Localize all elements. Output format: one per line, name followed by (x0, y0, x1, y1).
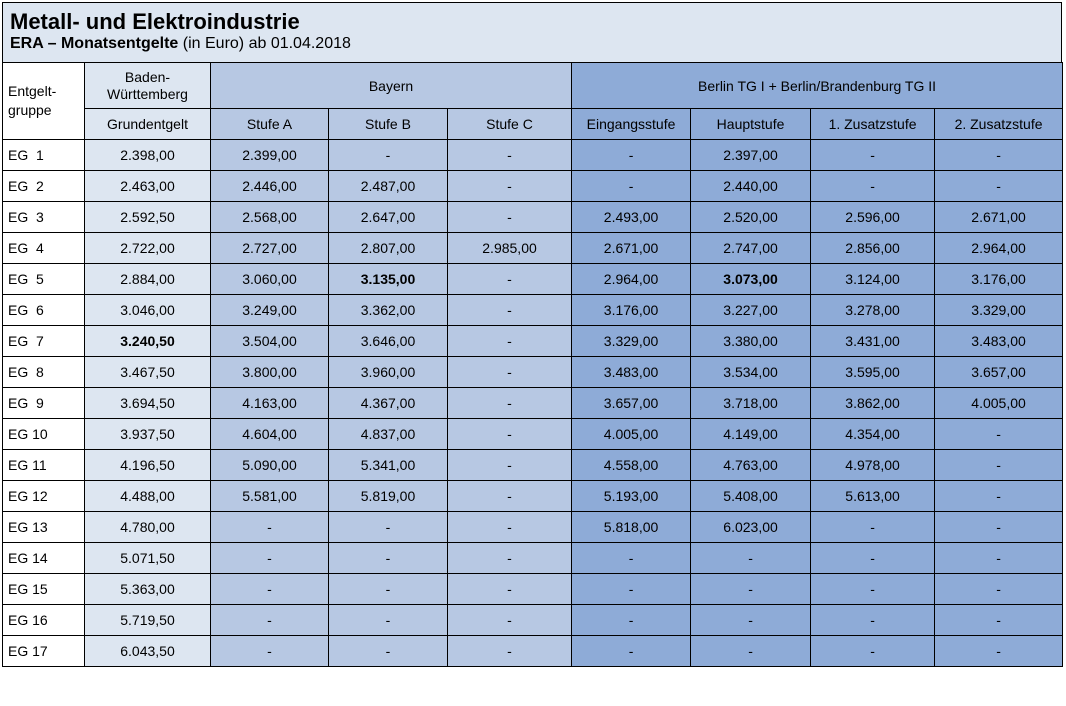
value-cell-eingangsstufe: 5.818,00 (572, 512, 691, 543)
value-cell-eingangsstufe: 3.657,00 (572, 388, 691, 419)
value-cell-eingangsstufe: 2.964,00 (572, 264, 691, 295)
subheader-grundentgelt: Grundentgelt (85, 109, 211, 140)
group-cell: EG 11 (3, 450, 85, 481)
value-cell-zusatzstufe-1: - (811, 171, 935, 202)
value-cell-stufe-a: 4.163,00 (211, 388, 329, 419)
value-cell-grundentgelt: 3.937,50 (85, 419, 211, 450)
value-cell-grundentgelt: 2.884,00 (85, 264, 211, 295)
subheader-2-zusatzstufe: 2. Zusatzstufe (935, 109, 1063, 140)
value-cell-eingangsstufe: 4.005,00 (572, 419, 691, 450)
value-cell-grundentgelt: 5.719,50 (85, 605, 211, 636)
group-cell: EG 8 (3, 357, 85, 388)
value-cell-zusatzstufe-2: - (935, 450, 1063, 481)
value-cell-hauptstufe: 6.023,00 (691, 512, 811, 543)
value-cell-grundentgelt: 3.046,00 (85, 295, 211, 326)
table-row (3, 419, 1063, 450)
value-cell-zusatzstufe-1: - (811, 140, 935, 171)
table-row (3, 574, 1063, 605)
value-cell-zusatzstufe-1: 5.613,00 (811, 481, 935, 512)
group-cell: EG 4 (3, 233, 85, 264)
value-cell-stufe-a: 4.604,00 (211, 419, 329, 450)
value-cell-eingangsstufe: - (572, 636, 691, 667)
value-cell-zusatzstufe-2: 3.483,00 (935, 326, 1063, 357)
value-cell-stufe-a: - (211, 512, 329, 543)
value-cell-stufe-b: - (329, 140, 448, 171)
value-cell-stufe-b: - (329, 636, 448, 667)
value-cell-eingangsstufe: - (572, 140, 691, 171)
value-cell-hauptstufe: 2.440,00 (691, 171, 811, 202)
group-cell: EG 6 (3, 295, 85, 326)
value-cell-hauptstufe: 3.073,00 (691, 264, 811, 295)
group-header-line1: Entgelt- (8, 83, 57, 99)
table-row (3, 295, 1063, 326)
value-cell-grundentgelt: 3.467,50 (85, 357, 211, 388)
region-header-bayern: Bayern (211, 63, 572, 109)
value-cell-grundentgelt: 5.363,00 (85, 574, 211, 605)
value-cell-zusatzstufe-2: 4.005,00 (935, 388, 1063, 419)
value-cell-stufe-b: 4.837,00 (329, 419, 448, 450)
value-cell-eingangsstufe: 3.176,00 (572, 295, 691, 326)
group-cell: EG 16 (3, 605, 85, 636)
value-cell-hauptstufe: - (691, 605, 811, 636)
value-cell-stufe-b: - (329, 605, 448, 636)
value-cell-stufe-c: - (448, 388, 572, 419)
group-cell: EG 3 (3, 202, 85, 233)
value-cell-zusatzstufe-1: 2.856,00 (811, 233, 935, 264)
value-cell-stufe-c: - (448, 202, 572, 233)
value-cell-eingangsstufe: - (572, 171, 691, 202)
subheader-hauptstufe: Hauptstufe (691, 109, 811, 140)
table-row (3, 636, 1063, 667)
value-cell-hauptstufe: 5.408,00 (691, 481, 811, 512)
region-header-berlin: Berlin TG I + Berlin/Brandenburg TG II (572, 63, 1063, 109)
value-cell-hauptstufe: 3.718,00 (691, 388, 811, 419)
table-row (3, 512, 1063, 543)
value-cell-stufe-a: 2.446,00 (211, 171, 329, 202)
value-cell-stufe-c: - (448, 140, 572, 171)
value-cell-eingangsstufe: 4.558,00 (572, 450, 691, 481)
value-cell-eingangsstufe: 3.483,00 (572, 357, 691, 388)
value-cell-zusatzstufe-2: 3.657,00 (935, 357, 1063, 388)
value-cell-stufe-b: 2.647,00 (329, 202, 448, 233)
table-row (3, 326, 1063, 357)
table-row (3, 264, 1063, 295)
value-cell-stufe-c: - (448, 574, 572, 605)
subheader-stufe-c: Stufe C (448, 109, 572, 140)
group-cell: EG 12 (3, 481, 85, 512)
value-cell-hauptstufe: 2.747,00 (691, 233, 811, 264)
value-cell-zusatzstufe-2: - (935, 140, 1063, 171)
value-cell-grundentgelt: 3.240,50 (85, 326, 211, 357)
value-cell-grundentgelt: 3.694,50 (85, 388, 211, 419)
value-cell-eingangsstufe: - (572, 574, 691, 605)
value-cell-grundentgelt: 2.398,00 (85, 140, 211, 171)
value-cell-zusatzstufe-1: - (811, 543, 935, 574)
value-cell-stufe-a: - (211, 574, 329, 605)
value-cell-stufe-b: 2.807,00 (329, 233, 448, 264)
value-cell-zusatzstufe-2: - (935, 636, 1063, 667)
value-cell-zusatzstufe-1: 3.595,00 (811, 357, 935, 388)
value-cell-stufe-c: - (448, 636, 572, 667)
value-cell-hauptstufe: 3.380,00 (691, 326, 811, 357)
value-cell-stufe-c: 2.985,00 (448, 233, 572, 264)
value-cell-grundentgelt: 4.196,50 (85, 450, 211, 481)
subheader-stufe-a: Stufe A (211, 109, 329, 140)
table-row (3, 481, 1063, 512)
group-cell: EG 17 (3, 636, 85, 667)
value-cell-grundentgelt: 5.071,50 (85, 543, 211, 574)
table-row (3, 388, 1063, 419)
value-cell-stufe-a: 5.090,00 (211, 450, 329, 481)
value-cell-stufe-a: 2.399,00 (211, 140, 329, 171)
value-cell-stufe-c: - (448, 264, 572, 295)
document-header (2, 2, 1062, 62)
value-cell-zusatzstufe-2: - (935, 605, 1063, 636)
value-cell-eingangsstufe: - (572, 543, 691, 574)
value-cell-grundentgelt: 4.780,00 (85, 512, 211, 543)
value-cell-stufe-b: 5.819,00 (329, 481, 448, 512)
value-cell-eingangsstufe: 5.193,00 (572, 481, 691, 512)
value-cell-zusatzstufe-2: - (935, 171, 1063, 202)
value-cell-grundentgelt: 2.592,50 (85, 202, 211, 233)
table-row (3, 450, 1063, 481)
value-cell-stufe-a: - (211, 605, 329, 636)
value-cell-grundentgelt: 2.463,00 (85, 171, 211, 202)
value-cell-hauptstufe: 2.520,00 (691, 202, 811, 233)
value-cell-eingangsstufe: 3.329,00 (572, 326, 691, 357)
value-cell-hauptstufe: - (691, 543, 811, 574)
value-cell-hauptstufe: 3.534,00 (691, 357, 811, 388)
value-cell-stufe-b: 2.487,00 (329, 171, 448, 202)
value-cell-zusatzstufe-1: - (811, 636, 935, 667)
table-row (3, 543, 1063, 574)
value-cell-stufe-c: - (448, 326, 572, 357)
value-cell-stufe-b: 3.960,00 (329, 357, 448, 388)
value-cell-stufe-c: - (448, 512, 572, 543)
value-cell-grundentgelt: 6.043,50 (85, 636, 211, 667)
value-cell-stufe-c: - (448, 605, 572, 636)
value-cell-stufe-b: 5.341,00 (329, 450, 448, 481)
region-bw-line2: Württemberg (107, 85, 188, 102)
subtitle-bold: ERA – Monatsentgelte (10, 35, 179, 52)
value-cell-stufe-a: 2.568,00 (211, 202, 329, 233)
value-cell-zusatzstufe-2: 3.329,00 (935, 295, 1063, 326)
document-title: Metall- und Elektroindustrie (10, 9, 300, 34)
group-cell: EG 5 (3, 264, 85, 295)
value-cell-stufe-a: 3.249,00 (211, 295, 329, 326)
value-cell-eingangsstufe: - (572, 605, 691, 636)
value-cell-hauptstufe: - (691, 574, 811, 605)
value-cell-eingangsstufe: 2.671,00 (572, 233, 691, 264)
subheader-1-zusatzstufe: 1. Zusatzstufe (811, 109, 935, 140)
value-cell-hauptstufe: 4.763,00 (691, 450, 811, 481)
value-cell-grundentgelt: 2.722,00 (85, 233, 211, 264)
value-cell-hauptstufe: - (691, 636, 811, 667)
value-cell-stufe-c: - (448, 543, 572, 574)
table-row (3, 140, 1063, 171)
group-column-header (3, 63, 85, 140)
value-cell-zusatzstufe-2: 2.671,00 (935, 202, 1063, 233)
value-cell-zusatzstufe-2: - (935, 543, 1063, 574)
region-header-bw (85, 63, 211, 109)
region-bw-line1: Baden- (124, 68, 171, 85)
value-cell-zusatzstufe-2: - (935, 419, 1063, 450)
document-subtitle (10, 34, 1061, 53)
value-cell-stufe-c: - (448, 419, 572, 450)
value-cell-stufe-b: - (329, 543, 448, 574)
value-cell-zusatzstufe-1: 3.862,00 (811, 388, 935, 419)
value-cell-stufe-b: 4.367,00 (329, 388, 448, 419)
value-cell-zusatzstufe-1: - (811, 605, 935, 636)
value-cell-stufe-a: 3.504,00 (211, 326, 329, 357)
value-cell-stufe-b: 3.135,00 (329, 264, 448, 295)
value-cell-zusatzstufe-1: - (811, 574, 935, 605)
subheader-eingangsstufe: Eingangsstufe (572, 109, 691, 140)
value-cell-stufe-b: 3.646,00 (329, 326, 448, 357)
value-cell-stufe-a: 3.060,00 (211, 264, 329, 295)
table-row (3, 171, 1063, 202)
value-cell-stufe-c: - (448, 171, 572, 202)
value-cell-zusatzstufe-2: 2.964,00 (935, 233, 1063, 264)
table-body (3, 140, 1063, 667)
value-cell-hauptstufe: 4.149,00 (691, 419, 811, 450)
value-cell-zusatzstufe-1: 3.431,00 (811, 326, 935, 357)
group-cell: EG 9 (3, 388, 85, 419)
value-cell-zusatzstufe-2: 3.176,00 (935, 264, 1063, 295)
value-cell-stufe-b: 3.362,00 (329, 295, 448, 326)
value-cell-hauptstufe: 2.397,00 (691, 140, 811, 171)
value-cell-zusatzstufe-2: - (935, 512, 1063, 543)
value-cell-zusatzstufe-2: - (935, 574, 1063, 605)
table-head (3, 63, 1063, 140)
table-row (3, 233, 1063, 264)
table-row (3, 202, 1063, 233)
value-cell-zusatzstufe-1: - (811, 512, 935, 543)
value-cell-stufe-b: - (329, 574, 448, 605)
value-cell-stufe-c: - (448, 481, 572, 512)
value-cell-stufe-b: - (329, 512, 448, 543)
value-cell-zusatzstufe-1: 2.596,00 (811, 202, 935, 233)
salary-table (2, 62, 1063, 667)
value-cell-eingangsstufe: 2.493,00 (572, 202, 691, 233)
group-cell: EG 14 (3, 543, 85, 574)
group-cell: EG 7 (3, 326, 85, 357)
group-cell: EG 13 (3, 512, 85, 543)
value-cell-stufe-c: - (448, 295, 572, 326)
value-cell-stufe-a: - (211, 543, 329, 574)
value-cell-zusatzstufe-1: 4.354,00 (811, 419, 935, 450)
salary-sheet (2, 2, 1062, 667)
group-cell: EG 10 (3, 419, 85, 450)
value-cell-grundentgelt: 4.488,00 (85, 481, 211, 512)
value-cell-zusatzstufe-1: 4.978,00 (811, 450, 935, 481)
subtitle-rest: (in Euro) ab 01.04.2018 (178, 35, 351, 52)
group-cell: EG 2 (3, 171, 85, 202)
value-cell-stufe-c: - (448, 450, 572, 481)
value-cell-stufe-c: - (448, 357, 572, 388)
value-cell-zusatzstufe-1: 3.124,00 (811, 264, 935, 295)
value-cell-stufe-a: 5.581,00 (211, 481, 329, 512)
value-cell-stufe-a: 3.800,00 (211, 357, 329, 388)
group-cell: EG 1 (3, 140, 85, 171)
value-cell-zusatzstufe-2: - (935, 481, 1063, 512)
value-cell-hauptstufe: 3.227,00 (691, 295, 811, 326)
subheader-stufe-b: Stufe B (329, 109, 448, 140)
group-header-line2: gruppe (8, 102, 52, 118)
value-cell-zusatzstufe-1: 3.278,00 (811, 295, 935, 326)
value-cell-stufe-a: - (211, 636, 329, 667)
table-row (3, 605, 1063, 636)
value-cell-stufe-a: 2.727,00 (211, 233, 329, 264)
group-cell: EG 15 (3, 574, 85, 605)
table-row (3, 357, 1063, 388)
